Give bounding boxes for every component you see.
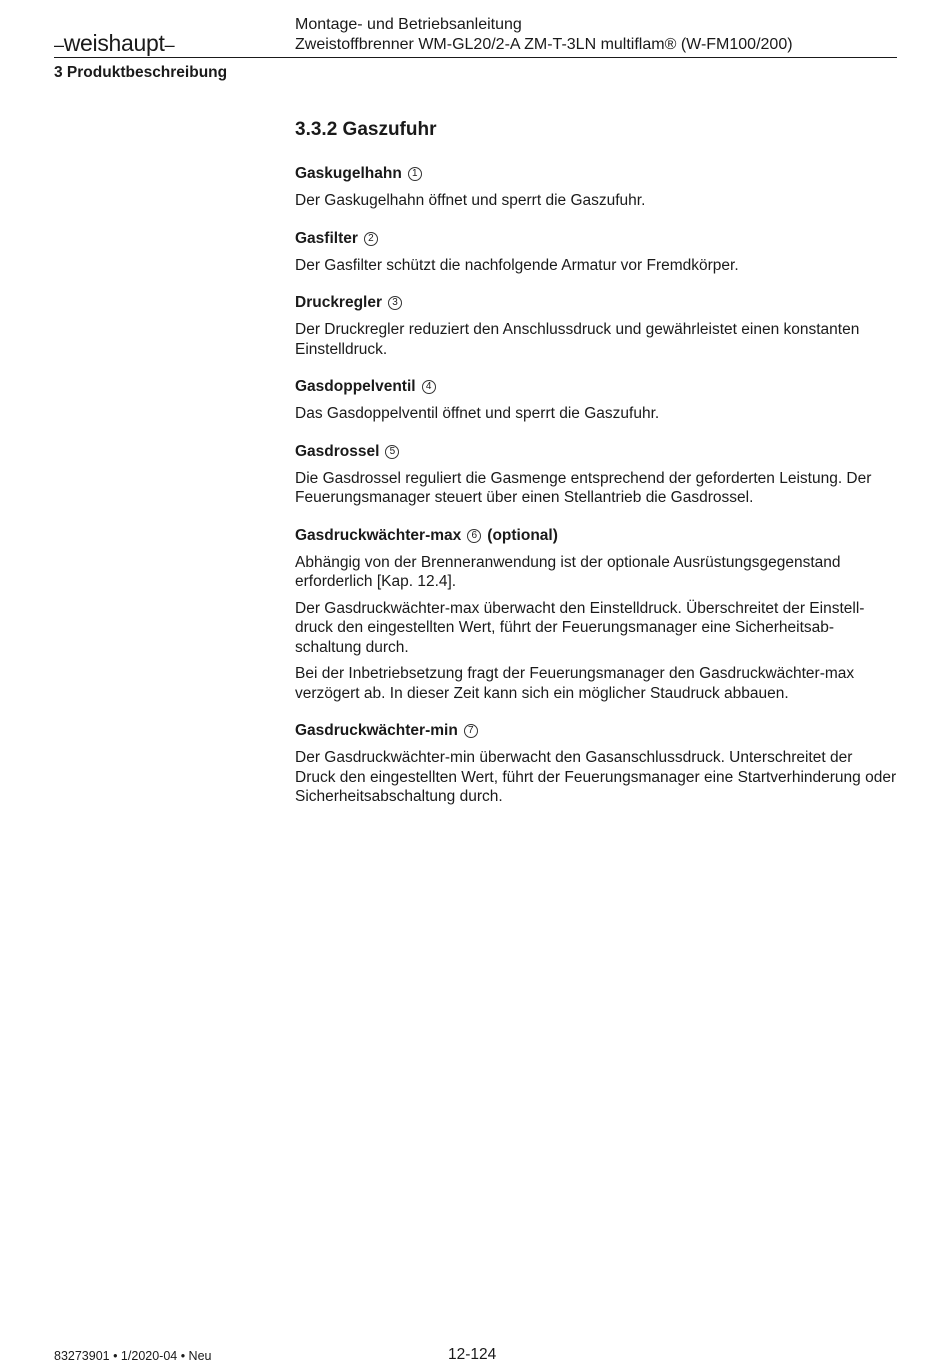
item-paragraph: Bei der Inbetriebsetzung fragt der Feuerungsmanager den Gasdruckwächter-max verzögert ab. In dieser Zeit kann sich ein möglicher Staudruck abbauen.: [295, 665, 855, 702]
item-heading: [295, 442, 897, 462]
item-number-badge: 1: [408, 167, 422, 181]
item-number-badge: 3: [388, 296, 402, 310]
item-gasdoppelventil: [295, 377, 897, 424]
item-druckregler: [295, 293, 897, 359]
item-heading-label: Gasdrossel: [295, 442, 380, 460]
item-heading: [295, 721, 897, 741]
item-heading-label: Gasfilter: [295, 229, 358, 247]
item-heading: [295, 526, 897, 546]
footer-doc-number: 83273901 • 1/2020-04 • Neu: [54, 1349, 212, 1363]
item-gasfilter: [295, 229, 897, 276]
item-paragraph: Der Gasfilter schützt die nachfolgende Armatur vor Fremdkörper.: [295, 256, 739, 274]
section-title: 3.3.2 Gaszufuhr: [295, 119, 437, 140]
header-line-2: Zweistoffbrenner WM-GL20/2-A ZM-T-3LN multiflam® (W-FM100/200): [295, 36, 793, 53]
item-heading: [295, 229, 897, 249]
item-heading-label: Gasdruckwächter-max: [295, 526, 462, 544]
logo-text: weishaupt: [63, 30, 165, 56]
item-paragraph: Der Druckregler reduziert den Anschlussdruck und gewährleistet einen konstanten Einstelldruck.: [295, 321, 860, 358]
item-heading-label: Gaskugelhahn: [295, 165, 402, 182]
item-gasdrossel: [295, 442, 897, 508]
main-content: [295, 118, 897, 825]
item-paragraph: Das Gasdoppelventil öffnet und sperrt die Gaszufuhr.: [295, 405, 660, 422]
item-paragraph: Der Gaskugelhahn öffnet und sperrt die Gaszufuhr.: [295, 192, 646, 209]
item-gasdruckwaechter-max: [295, 526, 897, 704]
item-heading: [295, 377, 897, 397]
header-line-1: Montage- und Betriebsanleitung: [295, 16, 522, 33]
item-number-badge: 5: [385, 445, 399, 459]
item-optional-note: (optional): [487, 526, 558, 544]
item-paragraph: Der Gasdruckwächter-max überwacht den Einstelldruck. Überschreitet der Einstell-druck den eingestellten Wert, führt der Feuerungsmanager eine Sicherheitsab-schaltung durch.: [295, 599, 865, 656]
item-gaskugelhahn: [295, 164, 897, 211]
item-paragraph: Abhängig von der Brenneranwendung ist der optionale Ausrüstungsgegenstand erforderlich [Kap. 12.4].: [295, 553, 841, 590]
item-gasdruckwaechter-min: [295, 721, 897, 807]
item-paragraph: Die Gasdrossel reguliert die Gasmenge entsprechend der geforderten Leistung. Der Feuerungsmanager steuert über einen Stellantrieb die Gasdrossel.: [295, 469, 872, 506]
item-heading: [295, 293, 897, 313]
item-heading-label: Gasdoppelventil: [295, 378, 416, 395]
item-heading-label: Druckregler: [295, 294, 383, 311]
item-heading-label: Gasdruckwächter-min: [295, 722, 458, 739]
item-heading: [295, 164, 897, 184]
header-divider: [54, 57, 897, 58]
document-header: [295, 15, 793, 55]
item-number-badge: 7: [464, 724, 478, 738]
item-number-badge: 2: [364, 232, 378, 246]
footer-page-number: 12-124: [448, 1346, 497, 1363]
item-number-badge: 4: [422, 380, 436, 394]
item-number-badge: 6: [467, 529, 481, 543]
item-paragraph: Der Gasdruckwächter-min überwacht den Gasanschlussdruck. Unterschreitet der Druck den eingestellten Wert, führt der Feuerungsmanager eine Startverhinderung oder Sicherheitsabschaltung durch.: [295, 749, 897, 805]
brand-logo: –weishaupt–: [54, 30, 175, 56]
chapter-title: 3 Produktbeschreibung: [54, 64, 228, 81]
